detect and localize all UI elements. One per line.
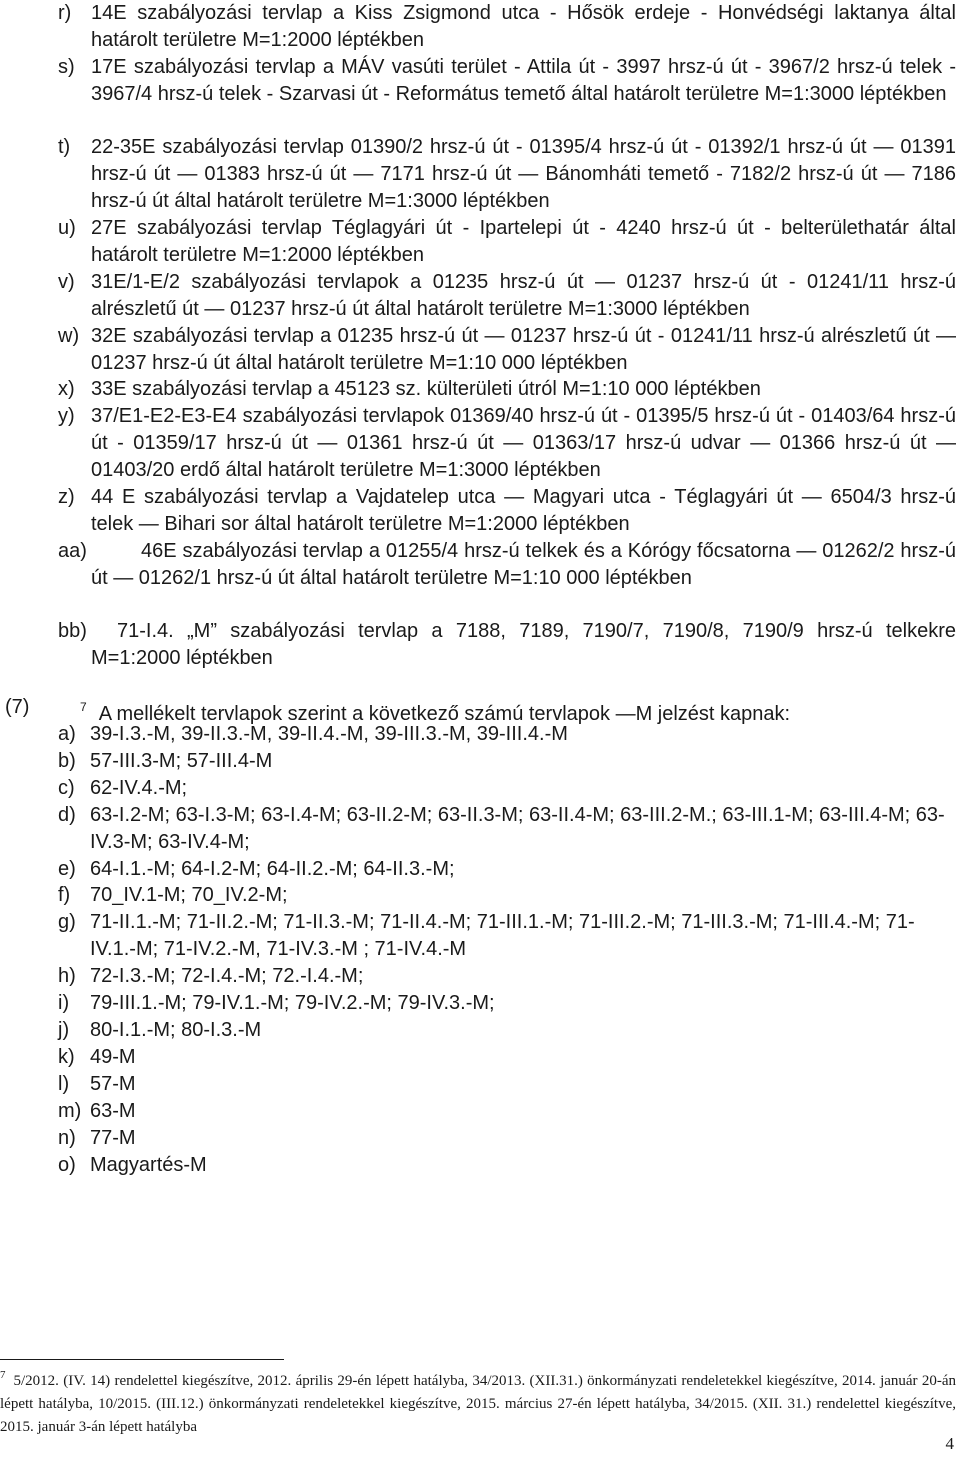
code-label: a) <box>58 723 76 745</box>
code-label: g) <box>58 911 76 934</box>
list-label: r) <box>58 2 72 24</box>
code-label: e) <box>58 857 76 880</box>
code-item-n <box>58 1125 956 1152</box>
code-label: m) <box>58 1099 82 1122</box>
list-text: 37/E1-E2-E3-E4 szabályozási tervlapok 01369/40 hrsz-ú út - 01395/5 hrsz-ú út - 01403/64 hrsz-ú út - 01359/17 hrsz-ú út — 01361 hrsz-ú út — 01363/17 hrsz-ú udvar — 01366 hrsz-ú út — 01403/20 erdő által határolt területre M=1:3000 léptékben <box>91 405 956 481</box>
code-text: 80-I.1.-M; 80-I.3.-M <box>90 1018 262 1041</box>
list-text: 44 E szabályozási tervlap a Vajdatelep utca — Magyari utca - Téglagyári út — 6504/3 hrsz-ú telek — Bihari sor által határolt területre M=1:2000 léptékben <box>91 486 956 535</box>
code-text: 71-II.1.-M; 71-II.2.-M; 71-II.3.-M; 71-II.4.-M; 71-III.1.-M; 71-III.2.-M; 71-III.3.-M; 71-III.4.-M; 71-IV.1.-M; 71-IV.2.-M, 71-IV.3.-M ; 71-IV.4.-M <box>90 911 915 961</box>
plan-code-list <box>58 721 956 1178</box>
code-label: b) <box>58 749 76 772</box>
code-text: 62-IV.4.-M; <box>90 776 188 799</box>
list-item-bb <box>58 618 956 672</box>
list-text: 46E szabályozási tervlap a 01255/4 hrsz-ú telkek és a Kórógy főcsatorna — 01262/2 hrsz-ú út — 01262/1 hrsz-ú út által határolt területre M=1:10 000 léptékben <box>91 540 956 589</box>
code-text: 39-I.3.-M, 39-II.3.-M, 39-II.4.-M, 39-III.3.-M, 39-III.4.-M <box>90 723 568 745</box>
code-label: l) <box>58 1072 70 1095</box>
list-text: 31E/1-E/2 szabályozási tervlapok a 01235 hrsz-ú út — 01237 hrsz-ú út - 01241/11 hrsz-ú alrészletű út — 01237 hrsz-ú út által határolt területre M=1:3000 léptékben <box>91 271 956 320</box>
list-text: 71-I.4. „M” szabályozási tervlap a 7188, 7189, 7190/7, 7190/8, 7190/9 hrsz-ú telkekre M=1:2000 léptékben <box>91 620 956 669</box>
code-item-d <box>58 802 956 856</box>
code-item-o <box>58 1152 956 1179</box>
code-item-e <box>58 856 956 883</box>
list-item-x <box>58 376 956 403</box>
list-text: 14E szabályozási tervlap a Kiss Zsigmond utca - Hősök erdeje - Honvédségi laktanya által határolt területre M=1:2000 léptékben <box>91 2 956 51</box>
footnote-separator <box>0 1359 284 1360</box>
list-text: 32E szabályozási tervlap a 01235 hrsz-ú út — 01237 hrsz-ú út - 01241/11 hrsz-ú alrészletű út — 01237 hrsz-ú út által határolt területre M=1:10 000 léptékben <box>91 325 956 374</box>
code-text: 70_IV.1-M; 70_IV.2-M; <box>90 884 288 907</box>
code-label: h) <box>58 965 76 988</box>
code-label: k) <box>58 1045 75 1068</box>
code-item-h <box>58 963 956 990</box>
list-item-y <box>58 403 956 484</box>
list-item-w <box>58 323 956 377</box>
code-item-l <box>58 1071 956 1098</box>
code-label: d) <box>58 803 76 826</box>
code-label: j) <box>58 1018 70 1041</box>
code-item-k <box>58 1044 956 1071</box>
code-item-c <box>58 775 956 802</box>
code-item-j <box>58 1017 956 1044</box>
code-label: n) <box>58 1126 76 1149</box>
list-label: aa) <box>58 540 87 562</box>
list-label: y) <box>58 405 75 427</box>
list-item-aa <box>58 538 956 592</box>
code-item-b <box>58 748 956 775</box>
list-text: 17E szabályozási tervlap a MÁV vasúti terület - Attila út - 3997 hrsz-ú út - 3967/2 hrsz-ú telek - 3967/4 hrsz-ú telek - Szarvasi út - Református temető által határolt területre M=1:3000 léptékben <box>91 56 956 105</box>
code-label: c) <box>58 776 75 799</box>
list-label: x) <box>58 378 75 400</box>
code-text: 63-I.2-M; 63-I.3-M; 63-I.4-M; 63-II.2-M; 63-II.3-M; 63-II.4-M; 63-III.2-M.; 63-III.1-M; 63-III.4-M; 63-IV.3-M; 63-IV.4-M; <box>90 803 945 853</box>
code-text: 79-III.1.-M; 79-IV.1.-M; 79-IV.2.-M; 79-IV.3.-M; <box>90 992 495 1015</box>
list-label: u) <box>58 217 76 239</box>
list-text: 27E szabályozási tervlap Téglagyári út - Ipartelepi út - 4240 hrsz-ú út - belterülethatár által határolt területre M=1:2000 léptékben <box>91 217 956 266</box>
footnote-text: 5/2012. (IV. 14) rendelettel kiegészítve, 2012. április 29-én lépett hatályba, 34/2013. (XII.31.) önkormányzati rendeletekkel kiegészítve, 2014. január 20-án lépett hatályba, 10/2015. (III.12.) önkormányzati rendeletekkel kiegészítve, 2015. március 27-én lépett hatályba, 34/2015. (XII. 31.) rendelettel kiegészítve, 2015. január 3-án lépett hatályba <box>0 1373 956 1435</box>
code-text: 72-I.3.-M; 72-I.4.-M; 72.-I.4.-M; <box>90 965 364 988</box>
code-item-m <box>58 1098 956 1125</box>
list-label: t) <box>58 136 71 158</box>
code-label: i) <box>58 992 70 1015</box>
list-item-u <box>58 215 956 269</box>
code-text: 57-M <box>90 1072 136 1095</box>
page-number: 4 <box>945 1434 954 1453</box>
code-text: 77-M <box>90 1126 136 1149</box>
code-item-i <box>58 990 956 1017</box>
list-label: w) <box>58 325 80 347</box>
code-item-g <box>58 909 956 963</box>
code-text: 63-M <box>90 1099 136 1122</box>
list-item-r <box>58 0 956 54</box>
code-text: 57-III.3-M; 57-III.4-M <box>90 749 273 772</box>
list-item-v <box>58 269 956 323</box>
list-label: z) <box>58 486 75 508</box>
list-label: s) <box>58 56 75 78</box>
list-label: v) <box>58 271 75 293</box>
list-text: 33E szabályozási tervlap a 45123 sz. külterületi útról M=1:10 000 léptékben <box>91 378 761 400</box>
list-item-t <box>58 134 956 215</box>
code-item-f <box>58 882 956 909</box>
footnote-ref[interactable]: 7 <box>80 700 87 714</box>
section-heading-text: A mellékelt tervlapok szerint a következő számú tervlapok —M jelzést kapnak: <box>98 703 791 725</box>
code-label: o) <box>58 1153 76 1176</box>
code-label: f) <box>58 884 71 907</box>
list-item-s <box>58 54 956 108</box>
code-text: 64-I.1.-M; 64-I.2-M; 64-II.2.-M; 64-II.3.-M; <box>90 857 455 880</box>
footnote-number: 7 <box>0 1369 6 1381</box>
code-text: Magyartés-M <box>90 1153 207 1176</box>
code-item-a <box>58 721 956 748</box>
list-item-z <box>58 484 956 538</box>
section-number: (7) <box>5 696 30 718</box>
list-text: 22-35E szabályozási tervlap 01390/2 hrsz-ú út - 01395/4 hrsz-ú út - 01392/1 hrsz-ú út — 01391 hrsz-ú út — 01383 hrsz-ú út — 7171 hrsz-ú út — Bánomháti temető - 7182/2 hrsz-ú út — 7186 hrsz-ú út által határolt területre M=1:3000 léptékben <box>91 136 956 212</box>
footnote <box>0 1364 956 1439</box>
list-label: bb) <box>58 620 87 642</box>
code-text: 49-M <box>90 1045 136 1068</box>
